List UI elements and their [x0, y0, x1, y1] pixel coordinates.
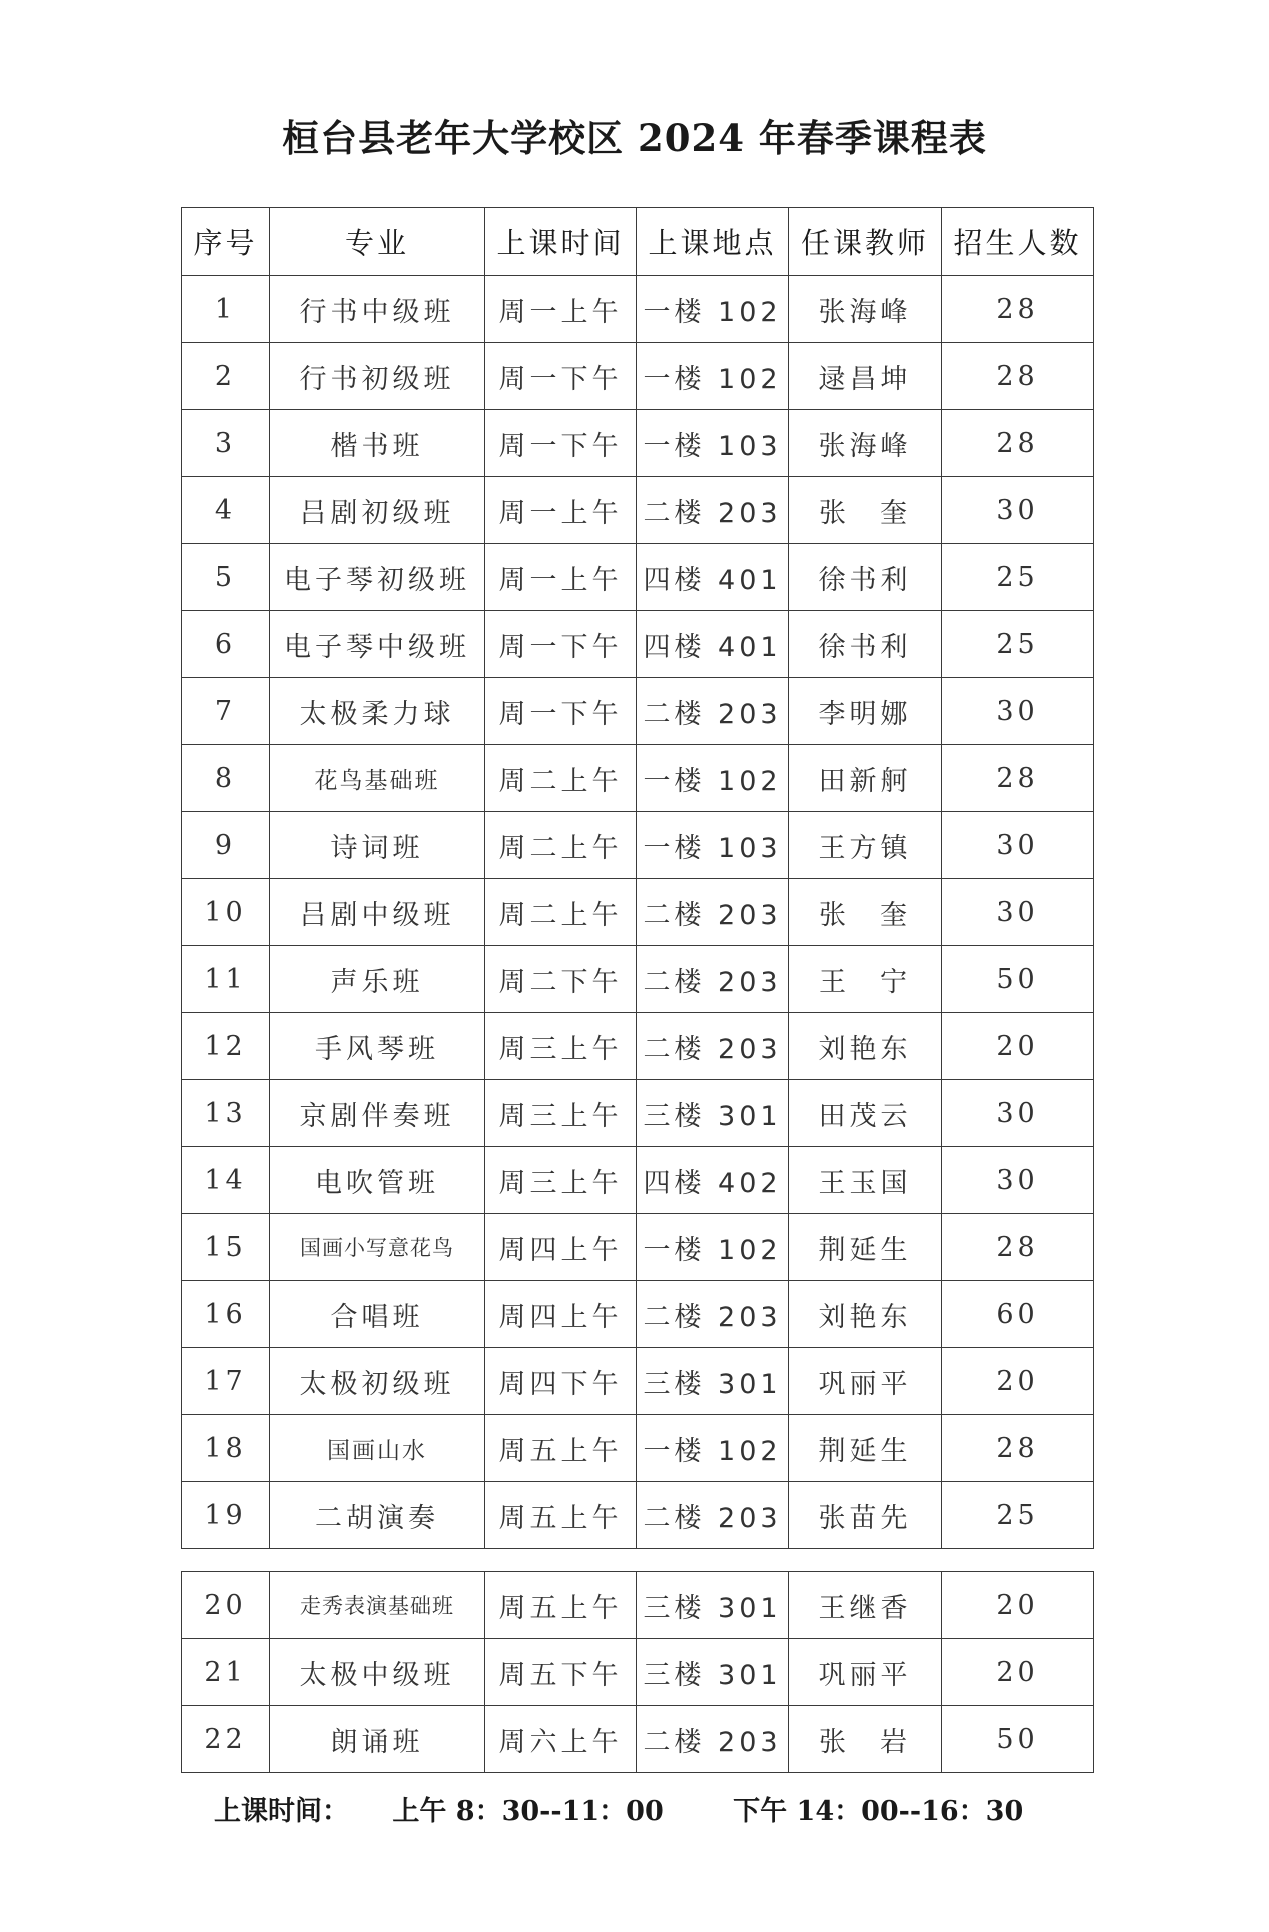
row-enrollment: 25	[942, 544, 1094, 611]
row-class-time: 周五上午	[485, 1572, 637, 1639]
row-major: 朗诵班	[270, 1706, 485, 1773]
row-class-time: 周五上午	[485, 1415, 637, 1482]
row-enrollment: 30	[942, 678, 1094, 745]
row-enrollment: 20	[942, 1013, 1094, 1080]
row-teacher: 田新舸	[789, 745, 942, 812]
table-row	[182, 678, 1094, 745]
row-number: 14	[182, 1147, 270, 1214]
table-row	[182, 1147, 1094, 1214]
table-row	[182, 343, 1094, 410]
row-class-time: 周四上午	[485, 1281, 637, 1348]
row-major: 太极柔力球	[270, 678, 485, 745]
row-teacher: 逯昌坤	[789, 343, 942, 410]
table-row	[182, 1281, 1094, 1348]
row-class-time: 周五下午	[485, 1639, 637, 1706]
row-teacher: 徐书利	[789, 611, 942, 678]
row-class-location: 一楼 102	[637, 276, 789, 343]
schedule-table	[181, 207, 1094, 1549]
row-class-location: 二楼 203	[637, 1482, 789, 1549]
row-class-time: 周一下午	[485, 611, 637, 678]
row-class-location: 一楼 102	[637, 745, 789, 812]
row-teacher: 刘艳东	[789, 1281, 942, 1348]
row-enrollment: 30	[942, 812, 1094, 879]
row-enrollment: 28	[942, 1214, 1094, 1281]
row-class-time: 周一下午	[485, 410, 637, 477]
header-major: 专业	[270, 208, 485, 276]
table-row	[182, 1639, 1094, 1706]
row-class-location: 一楼 102	[637, 1415, 789, 1482]
table-body-continued	[182, 1572, 1094, 1773]
row-teacher: 王玉国	[789, 1147, 942, 1214]
row-major: 花鸟基础班	[270, 745, 485, 812]
row-class-time: 周三上午	[485, 1013, 637, 1080]
table-body	[182, 276, 1094, 1549]
table-row	[182, 1572, 1094, 1639]
row-teacher: 张岩	[789, 1706, 942, 1773]
row-major: 京剧伴奏班	[270, 1080, 485, 1147]
header-class-time: 上课时间	[485, 208, 637, 276]
header-teacher: 任课教师	[789, 208, 942, 276]
row-number: 13	[182, 1080, 270, 1147]
row-class-location: 二楼 203	[637, 879, 789, 946]
row-major: 电吹管班	[270, 1147, 485, 1214]
row-enrollment: 30	[942, 477, 1094, 544]
table-row	[182, 410, 1094, 477]
table-row	[182, 276, 1094, 343]
row-class-time: 周三上午	[485, 1147, 637, 1214]
row-teacher: 张海峰	[789, 410, 942, 477]
row-major: 手风琴班	[270, 1013, 485, 1080]
table-header-row	[182, 208, 1094, 276]
row-major: 行书初级班	[270, 343, 485, 410]
row-major: 吕剧初级班	[270, 477, 485, 544]
row-class-time: 周四下午	[485, 1348, 637, 1415]
row-class-location: 二楼 203	[637, 477, 789, 544]
row-enrollment: 25	[942, 611, 1094, 678]
row-number: 21	[182, 1639, 270, 1706]
row-enrollment: 60	[942, 1281, 1094, 1348]
row-major: 电子琴初级班	[270, 544, 485, 611]
row-class-time: 周二上午	[485, 879, 637, 946]
row-teacher: 巩丽平	[789, 1639, 942, 1706]
row-major: 国画山水	[270, 1415, 485, 1482]
row-teacher: 张苗先	[789, 1482, 942, 1549]
row-number: 4	[182, 477, 270, 544]
row-class-time: 周二上午	[485, 812, 637, 879]
row-number: 19	[182, 1482, 270, 1549]
table-row	[182, 745, 1094, 812]
header-enrollment: 招生人数	[942, 208, 1094, 276]
table-row	[182, 812, 1094, 879]
row-number: 7	[182, 678, 270, 745]
row-major: 行书中级班	[270, 276, 485, 343]
table-row	[182, 1706, 1094, 1773]
row-enrollment: 28	[942, 1415, 1094, 1482]
class-hours-label: 上课时间：	[214, 1796, 349, 1827]
row-class-time: 周三上午	[485, 1080, 637, 1147]
row-enrollment: 28	[942, 343, 1094, 410]
row-number: 12	[182, 1013, 270, 1080]
row-major: 电子琴中级班	[270, 611, 485, 678]
row-class-location: 三楼 301	[637, 1348, 789, 1415]
row-teacher: 徐书利	[789, 544, 942, 611]
row-enrollment: 20	[942, 1639, 1094, 1706]
row-class-location: 一楼 103	[637, 410, 789, 477]
row-number: 2	[182, 343, 270, 410]
row-major: 吕剧中级班	[270, 879, 485, 946]
row-class-time: 周四上午	[485, 1214, 637, 1281]
row-enrollment: 28	[942, 410, 1094, 477]
row-number: 22	[182, 1706, 270, 1773]
table-row	[182, 879, 1094, 946]
row-class-time: 周一下午	[485, 678, 637, 745]
row-class-time: 周六上午	[485, 1706, 637, 1773]
row-major: 诗词班	[270, 812, 485, 879]
row-class-location: 三楼 301	[637, 1639, 789, 1706]
row-enrollment: 25	[942, 1482, 1094, 1549]
row-number: 6	[182, 611, 270, 678]
row-teacher: 李明娜	[789, 678, 942, 745]
class-hours-note	[214, 1789, 1023, 1828]
row-number: 11	[182, 946, 270, 1013]
row-number: 16	[182, 1281, 270, 1348]
row-teacher: 荆延生	[789, 1415, 942, 1482]
table-row	[182, 1080, 1094, 1147]
row-teacher: 王继香	[789, 1572, 942, 1639]
row-class-location: 一楼 102	[637, 343, 789, 410]
row-class-location: 二楼 203	[637, 1013, 789, 1080]
table-row	[182, 1348, 1094, 1415]
row-class-location: 四楼 401	[637, 544, 789, 611]
row-major: 太极初级班	[270, 1348, 485, 1415]
row-enrollment: 30	[942, 879, 1094, 946]
afternoon-hours: 下午 14：00--16：30	[733, 1796, 1024, 1827]
row-class-location: 二楼 203	[637, 678, 789, 745]
row-number: 8	[182, 745, 270, 812]
row-enrollment: 50	[942, 1706, 1094, 1773]
row-major: 太极中级班	[270, 1639, 485, 1706]
row-number: 9	[182, 812, 270, 879]
header-class-location: 上课地点	[637, 208, 789, 276]
row-number: 1	[182, 276, 270, 343]
row-class-time: 周五上午	[485, 1482, 637, 1549]
row-enrollment: 20	[942, 1572, 1094, 1639]
row-class-time: 周一下午	[485, 343, 637, 410]
morning-hours: 上午 8：30--11：00	[392, 1796, 664, 1827]
table-row	[182, 544, 1094, 611]
table-row	[182, 477, 1094, 544]
row-number: 10	[182, 879, 270, 946]
row-class-location: 二楼 203	[637, 1281, 789, 1348]
table-row	[182, 611, 1094, 678]
row-teacher: 王宁	[789, 946, 942, 1013]
row-number: 15	[182, 1214, 270, 1281]
row-class-location: 四楼 401	[637, 611, 789, 678]
row-major: 楷书班	[270, 410, 485, 477]
row-enrollment: 30	[942, 1147, 1094, 1214]
row-class-time: 周二下午	[485, 946, 637, 1013]
row-major: 国画小写意花鸟	[270, 1214, 485, 1281]
row-teacher: 刘艳东	[789, 1013, 942, 1080]
row-class-location: 一楼 103	[637, 812, 789, 879]
row-teacher: 张奎	[789, 477, 942, 544]
row-class-location: 二楼 203	[637, 1706, 789, 1773]
table-row	[182, 1013, 1094, 1080]
row-major: 二胡演奏	[270, 1482, 485, 1549]
table-row	[182, 1482, 1094, 1549]
row-teacher: 王方镇	[789, 812, 942, 879]
row-major: 走秀表演基础班	[270, 1572, 485, 1639]
table-row	[182, 1415, 1094, 1482]
row-number: 17	[182, 1348, 270, 1415]
row-number: 20	[182, 1572, 270, 1639]
row-teacher: 张奎	[789, 879, 942, 946]
row-teacher: 荆延生	[789, 1214, 942, 1281]
row-number: 3	[182, 410, 270, 477]
row-class-location: 四楼 402	[637, 1147, 789, 1214]
row-class-time: 周一上午	[485, 477, 637, 544]
header-number: 序号	[182, 208, 270, 276]
row-class-time: 周一上午	[485, 544, 637, 611]
row-major: 合唱班	[270, 1281, 485, 1348]
table-row	[182, 1214, 1094, 1281]
row-class-time: 周一上午	[485, 276, 637, 343]
row-teacher: 张海峰	[789, 276, 942, 343]
row-major: 声乐班	[270, 946, 485, 1013]
row-teacher: 田茂云	[789, 1080, 942, 1147]
row-teacher: 巩丽平	[789, 1348, 942, 1415]
row-enrollment: 28	[942, 745, 1094, 812]
page-title: 桓台县老年大学校区 2024 年春季课程表	[282, 116, 987, 160]
row-class-time: 周二上午	[485, 745, 637, 812]
row-number: 5	[182, 544, 270, 611]
row-class-location: 三楼 301	[637, 1080, 789, 1147]
schedule-table-continued	[181, 1571, 1094, 1773]
row-enrollment: 50	[942, 946, 1094, 1013]
row-class-location: 一楼 102	[637, 1214, 789, 1281]
row-enrollment: 28	[942, 276, 1094, 343]
row-class-location: 三楼 301	[637, 1572, 789, 1639]
row-class-location: 二楼 203	[637, 946, 789, 1013]
row-enrollment: 30	[942, 1080, 1094, 1147]
row-number: 18	[182, 1415, 270, 1482]
table-row	[182, 946, 1094, 1013]
row-enrollment: 20	[942, 1348, 1094, 1415]
